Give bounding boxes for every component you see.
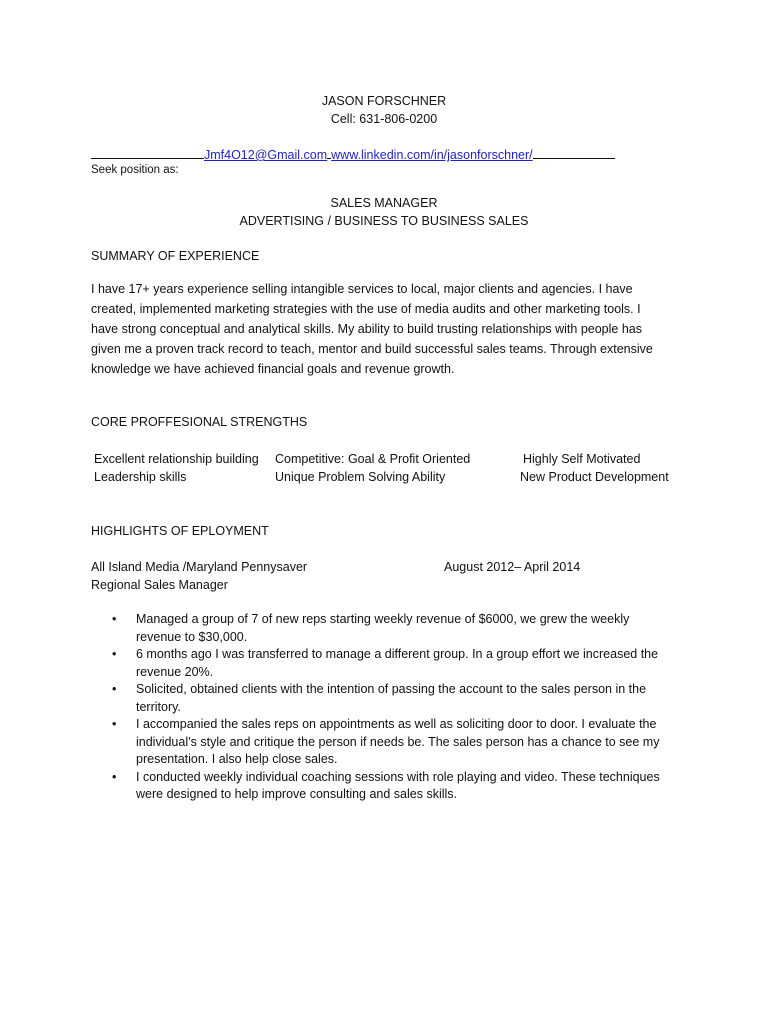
linkedin-link[interactable]: www.linkedin.com/in/jasonforschner/: [331, 148, 533, 162]
summary-heading: SUMMARY OF EXPERIENCE: [91, 249, 260, 263]
rule-right: [533, 146, 615, 159]
list-item: [112, 611, 677, 646]
contact-line: [91, 146, 615, 162]
company-name: All Island Media /Maryland Pennysaver: [91, 560, 308, 574]
bullet-text: I accompanied the sales reps on appointments as well as soliciting door to door. I evaluate the individual’s style and critique the person if needs be. The sales person has a chance to see my presentation. I also help close sales.: [136, 717, 660, 766]
strength-item: Leadership skills: [94, 470, 187, 484]
highlights-list: [112, 611, 677, 804]
job-role: Regional Sales Manager: [91, 578, 228, 592]
list-item: [112, 769, 677, 804]
bullet-icon: •: [112, 769, 117, 784]
candidate-name: JASON FORSCHNER: [321, 94, 447, 108]
list-item: [112, 716, 677, 769]
bullet-icon: •: [112, 682, 117, 696]
email-link[interactable]: Jmf4O12@Gmail.com: [204, 148, 328, 162]
bullet-text: I conducted weekly individual coaching sessions with role playing and video. These techniques were designed to help improve consulting and sales skills.: [136, 769, 660, 801]
strength-item: Competitive: Goal & Profit Oriented: [275, 452, 471, 466]
strength-item: Excellent relationship building: [94, 452, 259, 466]
list-item: [112, 681, 677, 716]
bullet-text: 6 months ago I was transferred to manage a different group. In a group effort we increased the revenue 20%.: [136, 647, 659, 679]
objective-title: SALES MANAGER: [330, 196, 438, 210]
bullet-text: Solicited, obtained clients with the intention of passing the account to the sales person in the territory.: [136, 682, 647, 714]
list-item: [112, 646, 677, 681]
cell-phone: Cell: 631-806-0200: [330, 112, 438, 126]
seek-position-label: Seek position as:: [91, 164, 179, 176]
bullet-icon: •: [112, 612, 117, 626]
employment-dates: August 2012– April 2014: [444, 560, 581, 574]
strength-item: New Product Development: [520, 470, 669, 484]
employment-heading: HIGHLIGHTS OF EPLOYMENT: [91, 524, 269, 538]
strength-item: Unique Problem Solving Ability: [275, 470, 446, 484]
rule-left: [91, 146, 204, 159]
bullet-text: Managed a group of 7 of new reps starting weekly revenue of $6000, we grew the weekly revenue to $30,000.: [136, 612, 630, 644]
objective-subtitle: ADVERTISING / BUSINESS TO BUSINESS SALES: [239, 214, 529, 228]
strengths-heading: CORE PROFFESIONAL STRENGTHS: [91, 415, 308, 429]
strength-item: Highly Self Motivated: [523, 452, 641, 466]
bullet-icon: •: [112, 717, 117, 731]
bullet-icon: •: [112, 647, 117, 661]
summary-text: I have 17+ years experience selling intangible services to local, major clients and agencies. I have created, implemented marketing strategies with the use of media audits and other marketing tools. I have strong conceptual and analytical skills. My ability to build trusting relationships with people has given me a proven track record to teach, mentor and build successful sales teams. Through extensive knowledge we have achieved financial goals and revenue growth.: [91, 282, 653, 376]
